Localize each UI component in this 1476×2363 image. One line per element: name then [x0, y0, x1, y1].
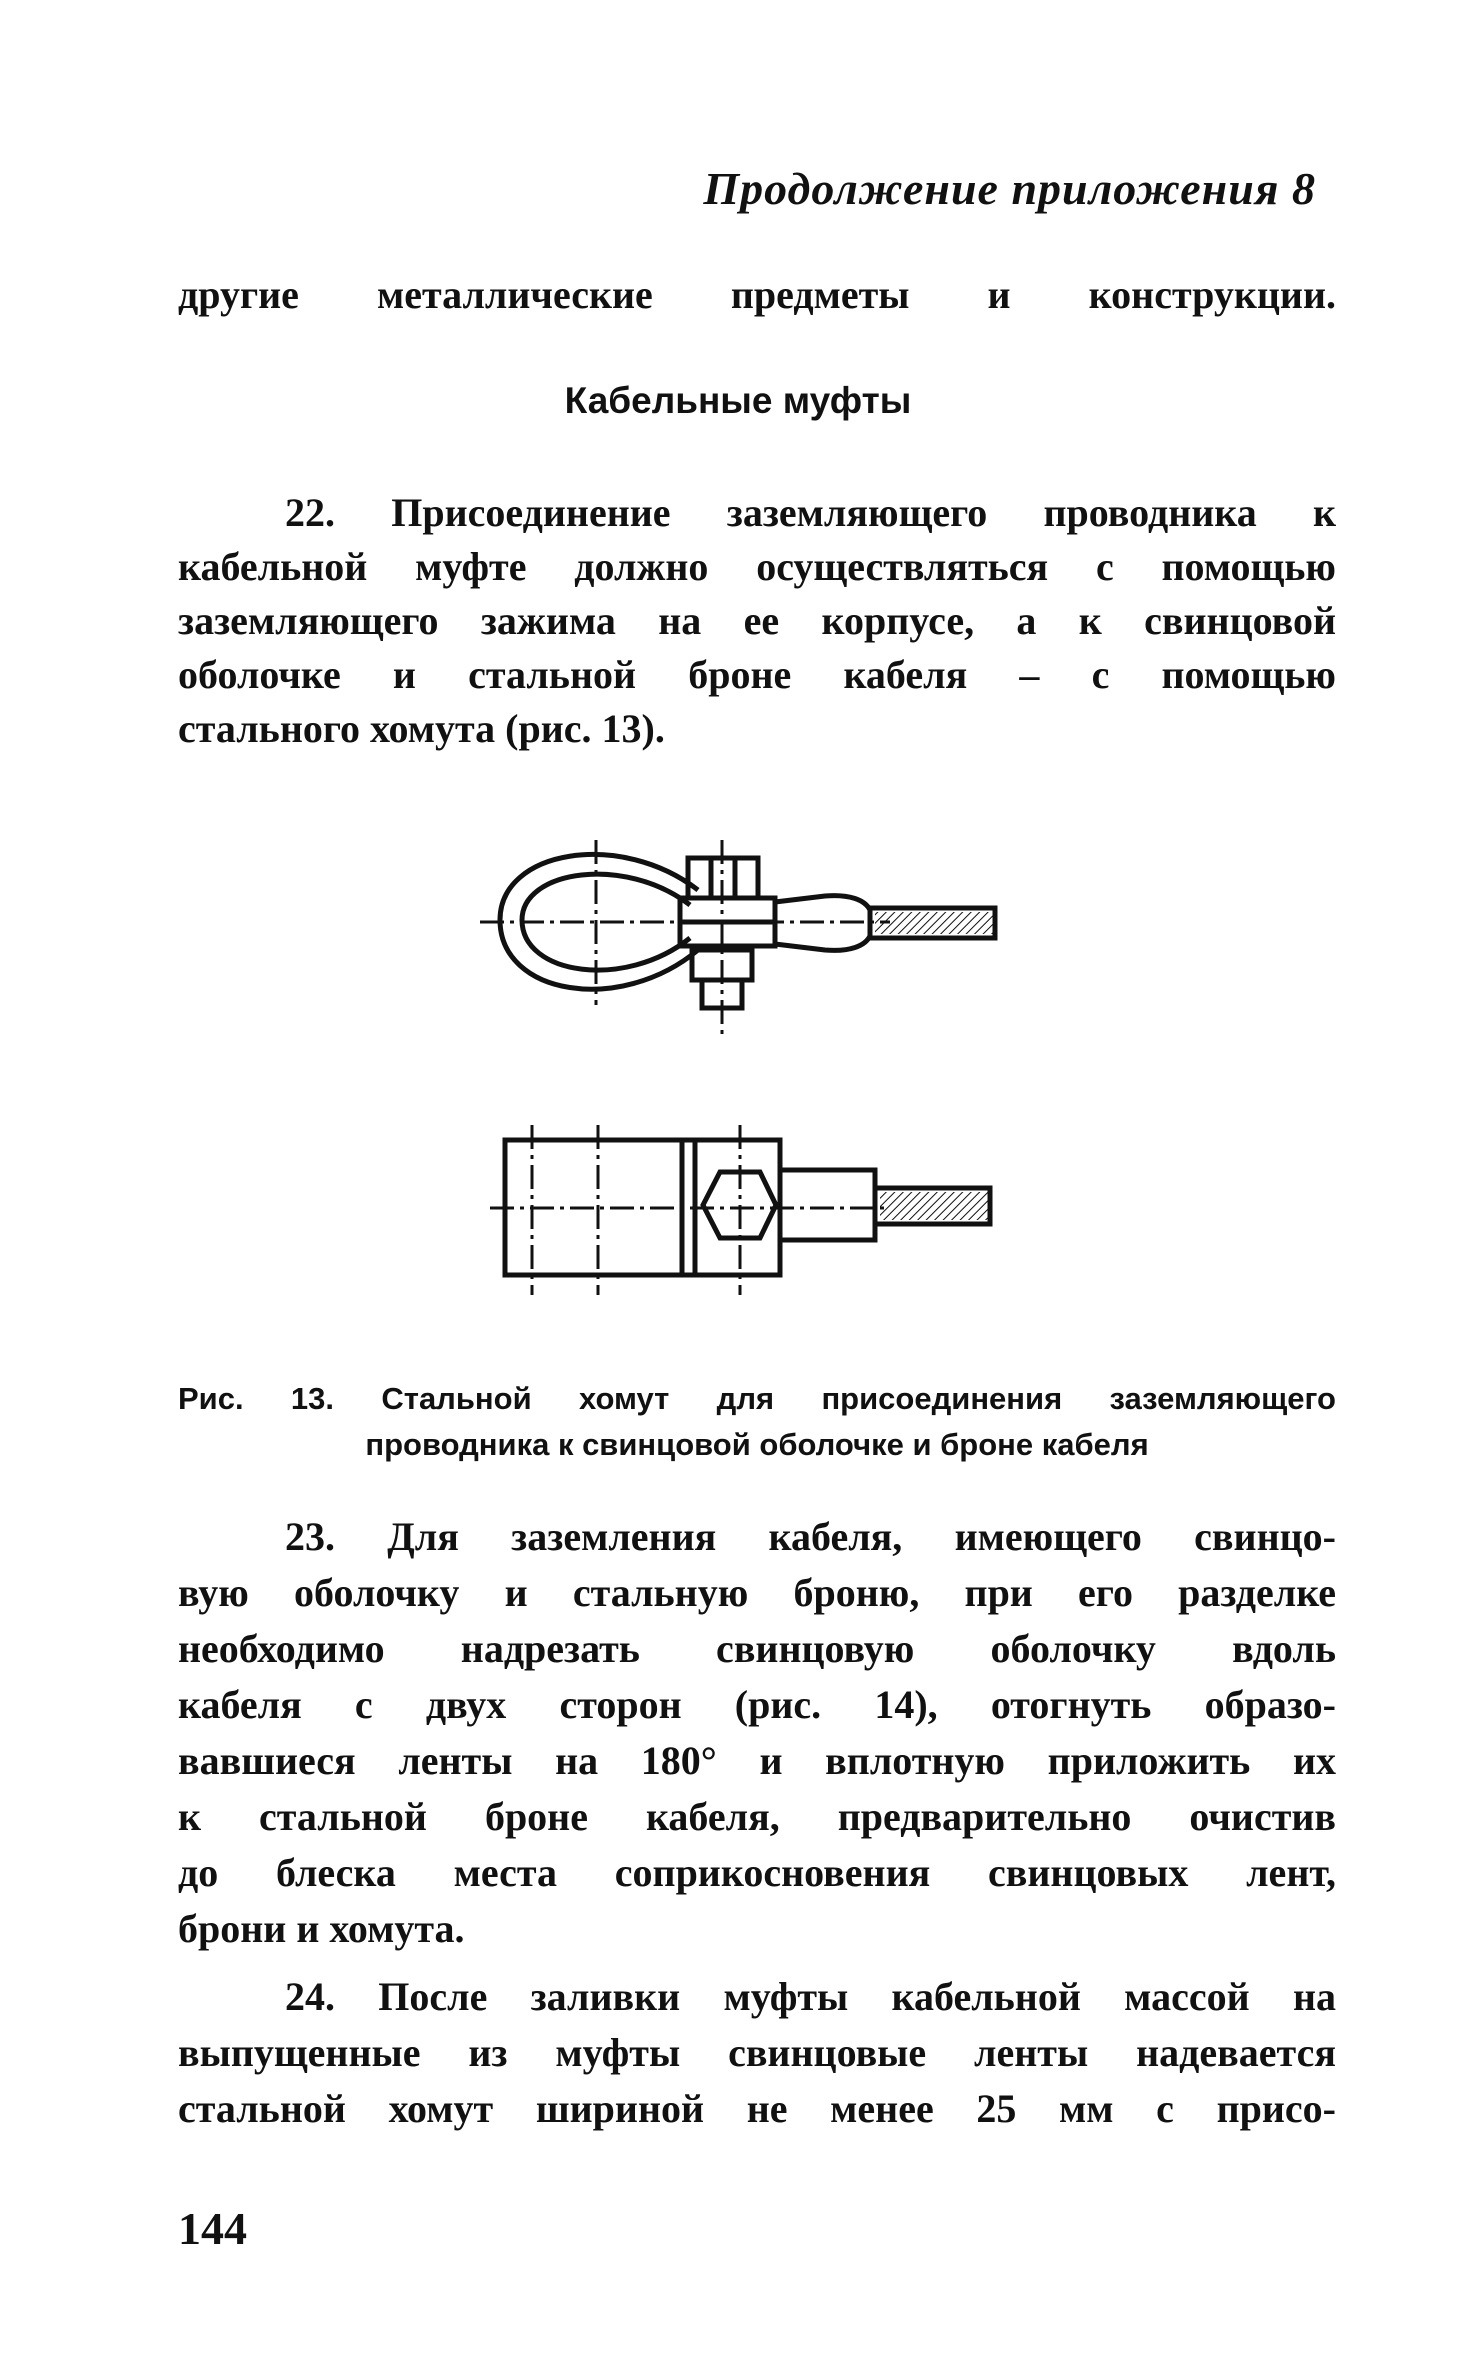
text-line: заземляющего зажима на ее корпусе, а к свинцовой	[178, 598, 1336, 643]
figure-caption-line: проводника к свинцовой оболочке и броне кабеля	[365, 1427, 1149, 1462]
section-heading: Кабельные муфты	[564, 380, 912, 421]
text-line: кабеля с двух сторон (рис. 14), отогнуть образо-	[178, 1682, 1336, 1727]
figure-13-steel-clamp	[470, 810, 1030, 1330]
text-line: другие металлические предметы и конструкции.	[178, 272, 1336, 317]
center-lines-side	[490, 1125, 890, 1295]
text-line: оболочке и стальной броне кабеля – с помощью	[178, 652, 1336, 697]
text-line: необходимо надрезать свинцовую оболочку вдоль	[178, 1626, 1336, 1671]
text-line: 23. Для заземления кабеля, имеющего свинцо-	[285, 1514, 1336, 1559]
text-line: вую оболочку и стальную броню, при его разделке	[178, 1570, 1336, 1615]
top-view	[500, 854, 995, 1008]
text-line: стального хомута (рис. 13).	[178, 706, 665, 751]
running-head: Продолжение приложения 8	[703, 163, 1316, 214]
text-line: 22. Присоединение заземляющего проводника к	[285, 490, 1336, 535]
text-line: выпущенные из муфты свинцовые ленты надевается	[178, 2030, 1336, 2075]
text-line: 24. После заливки муфты кабельной массой на	[285, 1974, 1336, 2019]
text-line: кабельной муфте должно осуществляться с помощью	[178, 544, 1336, 589]
text-line: брони и хомута.	[178, 1906, 465, 1951]
text-line: стальной хомут шириной не менее 25 мм с присо-	[178, 2086, 1336, 2131]
page-number: 144	[178, 2203, 247, 2254]
text-line: до блеска места соприкосновения свинцовых лент,	[178, 1850, 1336, 1895]
figure-caption-line: Рис. 13. Стальной хомут для присоединения заземляющего	[178, 1381, 1336, 1416]
text-line: к стальной броне кабеля, предварительно очистив	[178, 1794, 1336, 1839]
text-line: вавшиеся ленты на 180° и вплотную приложить их	[178, 1738, 1336, 1783]
